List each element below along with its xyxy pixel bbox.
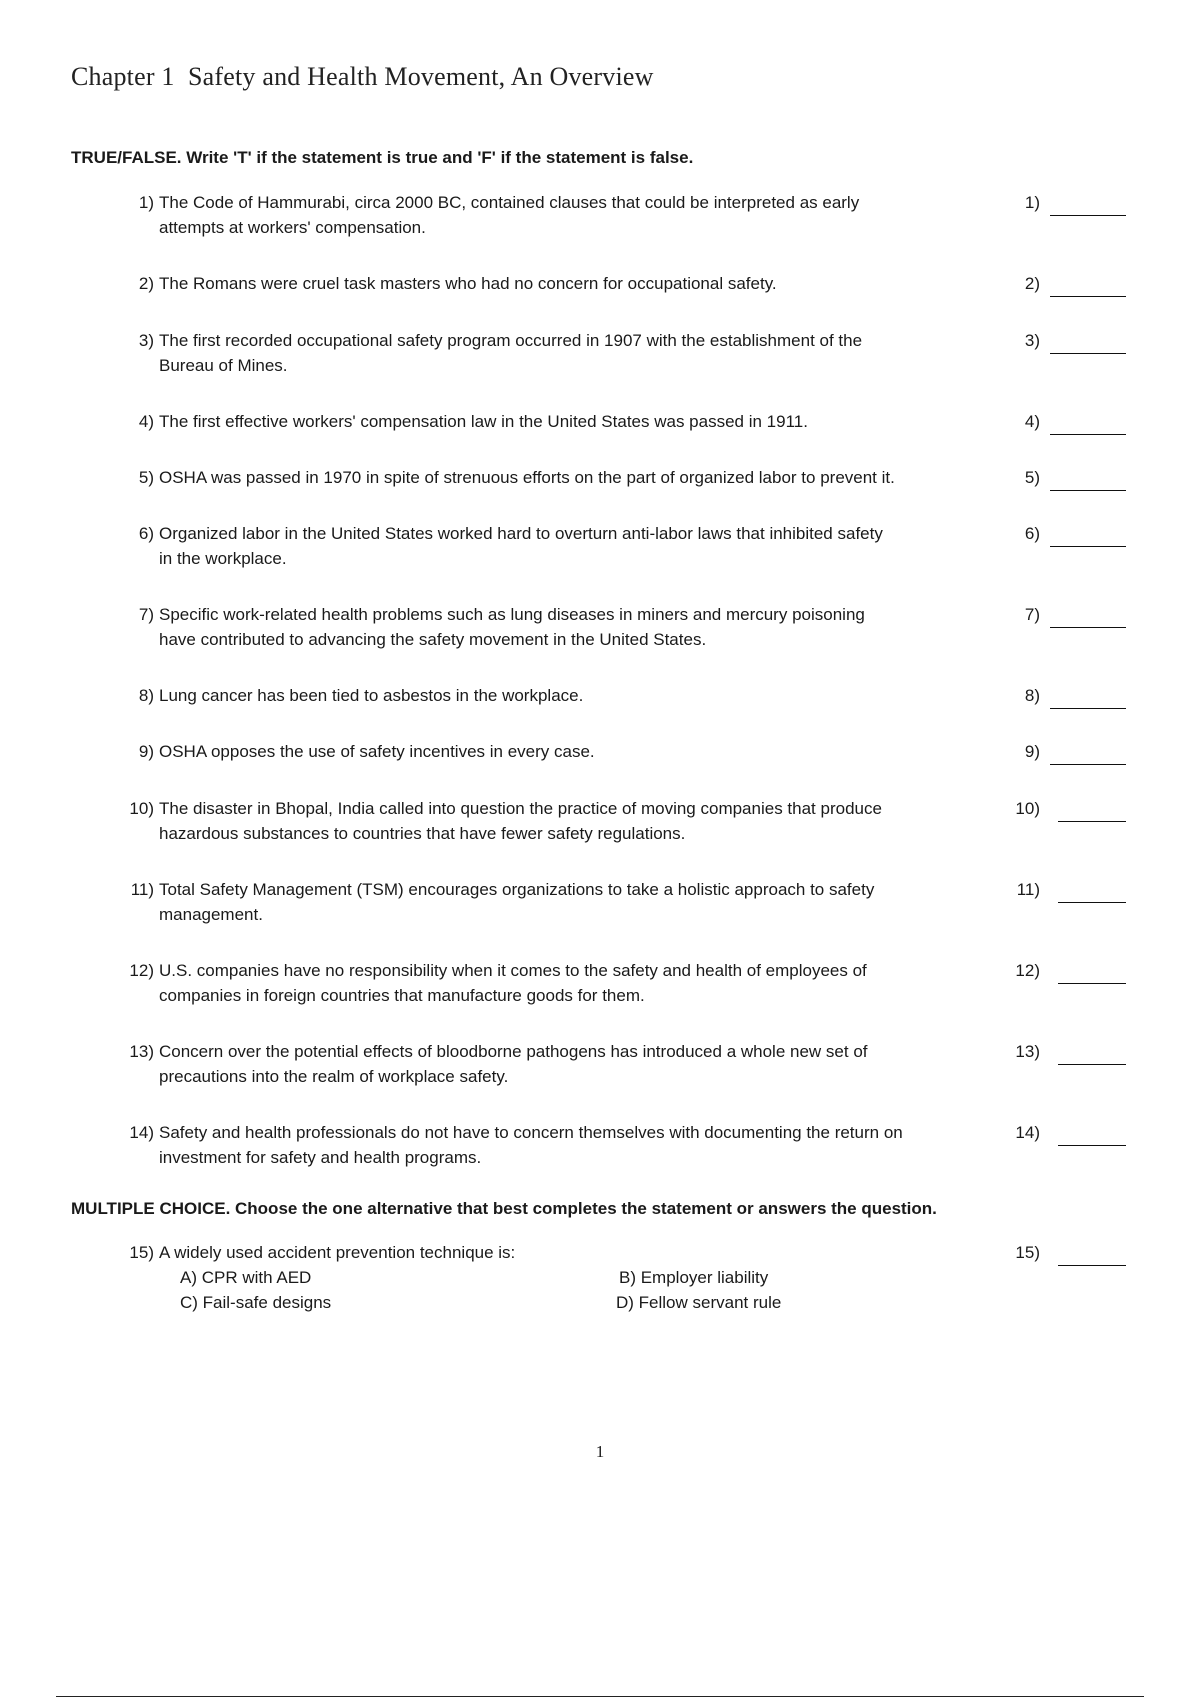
option-b[interactable]: B) Employer liability [619,1268,769,1287]
question-number: 1) [138,193,154,212]
question-text [159,271,999,296]
answer-blank[interactable] [1050,683,1126,709]
chapter-number: Chapter 1 [71,62,175,91]
question-text-line: U.S. companies have no responsibility when it comes to the safety and health of employees of [159,961,867,980]
answer-blank[interactable] [1050,739,1126,765]
question-text-line: The Romans were cruel task masters who had no concern for occupational safety. [159,274,777,293]
answer-number: 7) [1024,605,1040,624]
question-text [159,739,999,764]
question-text [159,328,999,378]
true-false-heading: TRUE/FALSE. Write 'T' if the statement is true and 'F' if the statement is false. [71,148,694,167]
answer-blank[interactable] [1050,409,1126,435]
question-text: A widely used accident prevention technique is: [159,1243,516,1262]
question-text-line: management. [159,905,263,924]
question-number: 5) [138,468,154,487]
question-number: 11) [130,880,154,899]
question-text-line: Specific work-related health problems such as lung diseases in miners and mercury poisoning [159,605,865,624]
multiple-choice-heading: MULTIPLE CHOICE. Choose the one alternative that best completes the statement or answers the question. [71,1199,937,1218]
option-c[interactable]: C) Fail-safe designs [180,1293,332,1312]
question-text-line: The Code of Hammurabi, circa 2000 BC, contained clauses that could be interpreted as early [159,193,860,212]
answer-number: 3) [1024,331,1040,350]
question-number: 3) [138,331,154,350]
question-number: 7) [138,605,154,624]
question-number: 9) [138,742,154,761]
question-text [159,465,999,490]
question-text-line: Safety and health professionals do not have to concern themselves with documenting the return on [159,1123,903,1142]
answer-blank[interactable] [1050,328,1126,354]
question-text [159,409,999,434]
question-number: 15) [129,1243,154,1262]
answer-number: 10) [1015,799,1040,818]
question-text [159,521,999,571]
question-text [159,602,999,652]
footer-divider [56,1696,1144,1697]
answer-blank[interactable] [1058,796,1126,822]
answer-number: 5) [1024,468,1040,487]
answer-number: 4) [1024,412,1040,431]
question-number: 14) [129,1123,154,1142]
question-text-line: attempts at workers' compensation. [159,218,426,237]
question-text-line: Organized labor in the United States worked hard to overturn anti-labor laws that inhibited safety [159,524,883,543]
answer-blank[interactable] [1050,521,1126,547]
question-text [159,796,999,846]
question-text-line: OSHA opposes the use of safety incentives in every case. [159,742,595,761]
question-text-line: OSHA was passed in 1970 in spite of strenuous efforts on the part of organized labor to prevent it. [159,468,895,487]
answer-blank[interactable] [1050,190,1126,216]
question-text [159,1120,999,1170]
option-a[interactable]: A) CPR with AED [180,1268,312,1287]
question-text-line: Total Safety Management (TSM) encourages organizations to take a holistic approach to safety [159,880,875,899]
answer-number: 15) [1015,1243,1040,1262]
question-text [159,958,999,1008]
question-text-line: have contributed to advancing the safety movement in the United States. [159,630,707,649]
question-text-line: The first effective workers' compensation law in the United States was passed in 1911. [159,412,808,431]
answer-number: 2) [1024,274,1040,293]
answer-blank[interactable] [1050,602,1126,628]
answer-number: 12) [1015,961,1040,980]
question-text-line: Bureau of Mines. [159,356,288,375]
answer-number: 9) [1024,742,1040,761]
question-text-line: in the workplace. [159,549,287,568]
question-text [159,190,999,240]
answer-blank[interactable] [1058,958,1126,984]
page-title [71,62,654,92]
question-number: 8) [138,686,154,705]
question-text [159,1039,999,1089]
answer-number: 8) [1024,686,1040,705]
question-text-line: companies in foreign countries that manufacture goods for them. [159,986,645,1005]
answer-blank[interactable] [1058,1120,1126,1146]
answer-number: 11) [1016,880,1040,899]
question-text-line: Lung cancer has been tied to asbestos in the workplace. [159,686,584,705]
question-text-line: Concern over the potential effects of bloodborne pathogens has introduced a whole new set of [159,1042,868,1061]
question-number: 10) [129,799,154,818]
question-number: 2) [138,274,154,293]
question-number: 12) [129,961,154,980]
question-number: 13) [129,1042,154,1061]
question-number: 4) [138,412,154,431]
page-number: 1 [595,1442,605,1461]
answer-number: 14) [1015,1123,1040,1142]
answer-blank[interactable] [1058,877,1126,903]
question-text-line: investment for safety and health programs. [159,1148,482,1167]
chapter-name: Safety and Health Movement, An Overview [188,62,654,91]
question-text-line: The disaster in Bhopal, India called into question the practice of moving companies that produce [159,799,882,818]
answer-number: 6) [1024,524,1040,543]
answer-number: 1) [1024,193,1040,212]
question-text [159,877,999,927]
answer-blank[interactable] [1058,1039,1126,1065]
question-number: 6) [138,524,154,543]
answer-blank[interactable] [1058,1240,1126,1266]
question-text-line: hazardous substances to countries that have fewer safety regulations. [159,824,686,843]
question-text-line: The first recorded occupational safety program occurred in 1907 with the establishment of the [159,331,863,350]
question-text-line: precautions into the realm of workplace safety. [159,1067,509,1086]
question-text [159,683,999,708]
answer-blank[interactable] [1050,271,1126,297]
answer-blank[interactable] [1050,465,1126,491]
option-d[interactable]: D) Fellow servant rule [616,1293,782,1312]
answer-number: 13) [1015,1042,1040,1061]
